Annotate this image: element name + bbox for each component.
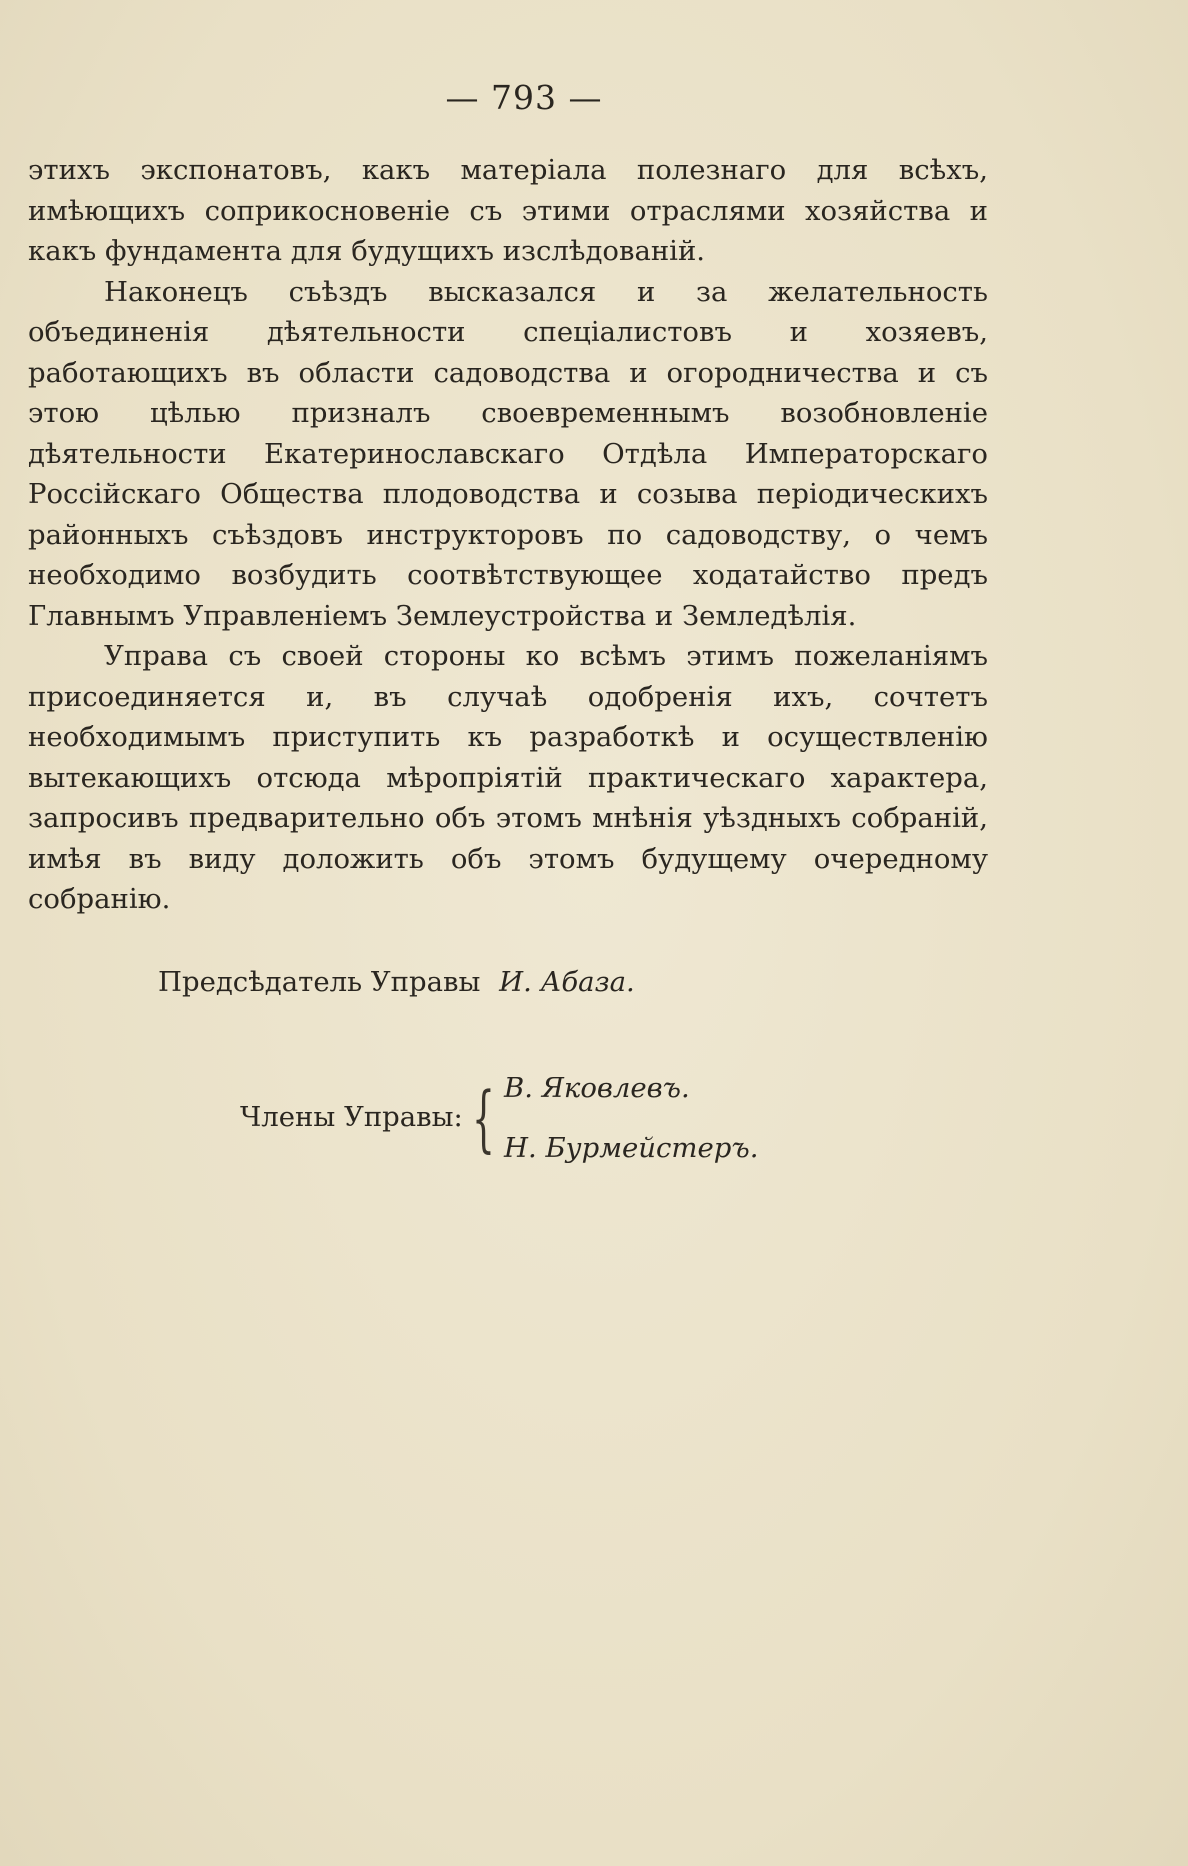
page-number: — 793 —	[445, 78, 603, 117]
members-label: Члены Управы:	[240, 1101, 463, 1133]
chairman-name: И. Абаза.	[499, 966, 635, 998]
chairman-signature	[158, 966, 635, 998]
paragraph-board-position: Управа съ своей стороны ко всѣмъ этимъ пожеланіямъ присоединяется и, въ случаѣ одобренія ихъ, сочтетъ необходимымъ приступить къ разработкѣ и осуществленію вытекающихъ отсюда мѣропріятій практическаго характера, запросивъ предварительно объ этомъ мнѣнія уѣздныхъ собраній, имѣя въ виду доложить объ этомъ будущему очередному собранію.	[28, 640, 988, 915]
member-name: В. Яковлевъ.	[504, 1072, 690, 1104]
members-brace: {	[472, 1076, 495, 1160]
chairman-label: Предсѣдатель Управы	[158, 966, 481, 998]
member-name: Н. Бурмейстеръ.	[504, 1132, 759, 1164]
paragraph-congress-resolution: Наконецъ съѣздъ высказался и за желательность объединенія дѣятельности спеціалистовъ и хозяевъ, работающихъ въ области садоводства и огородничества и съ этою цѣлью призналъ своевременнымъ возобновленіе дѣятельности Екатеринославскаго Отдѣла Императорскаго Россійскаго Общества плодоводства и созыва періодическихъ районныхъ съѣздовъ инструкторовъ по садоводству, о чемъ необходимо возбудить соотвѣтствующее ходатайство предъ Главнымъ Управленіемъ Землеустройства и Земледѣлія.	[28, 275, 988, 632]
paragraph-continuation: этихъ экспонатовъ, какъ матеріала полезнаго для всѣхъ, имѣющихъ соприкосновеніе съ этими отраслями хозяйства и какъ фундамента для будущихъ изслѣдованій.	[28, 154, 988, 267]
